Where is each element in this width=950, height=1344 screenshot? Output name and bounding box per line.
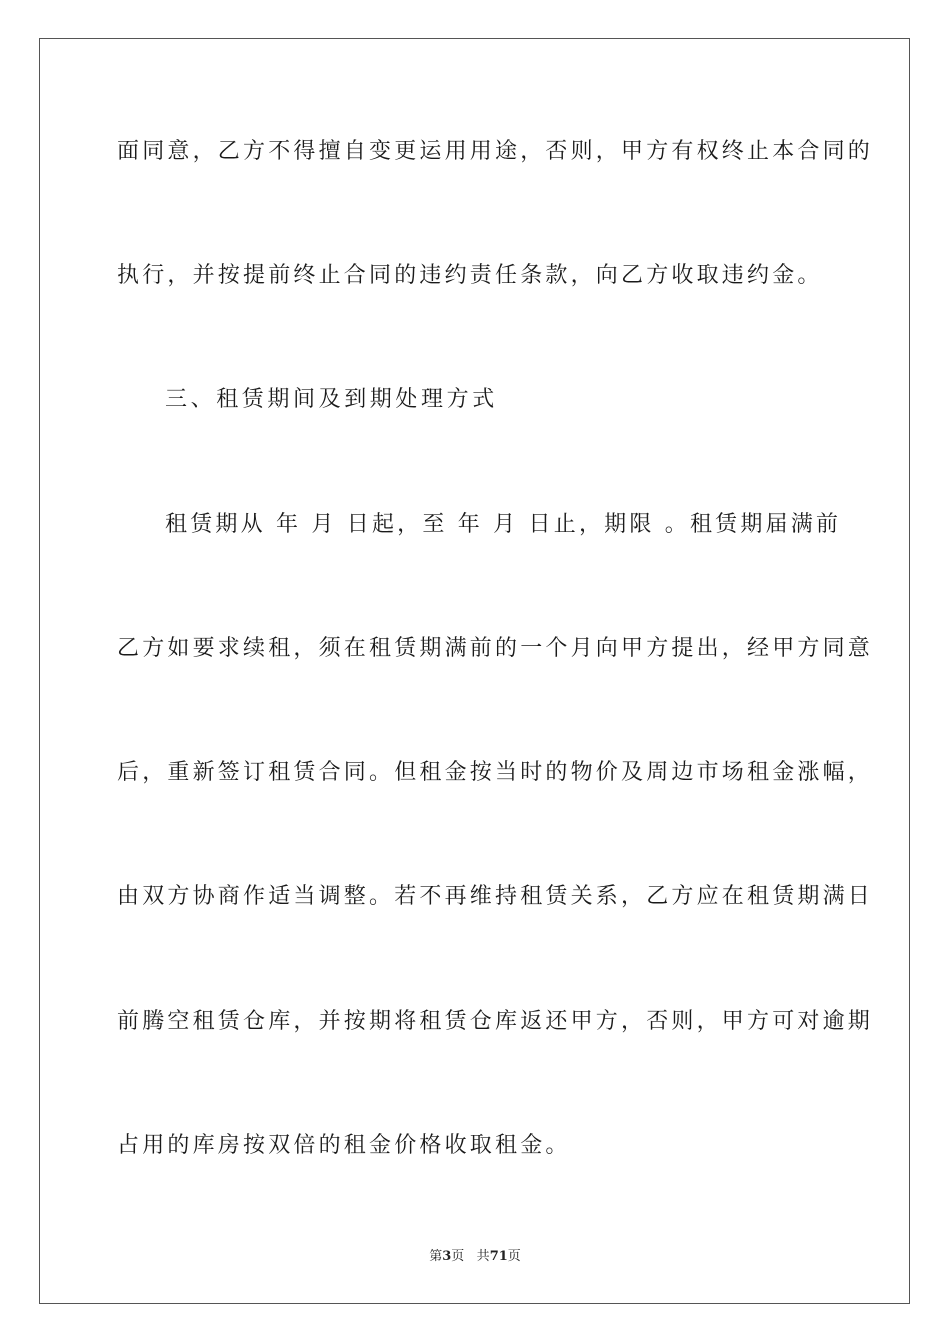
page-prefix: 第 <box>429 1249 443 1264</box>
page-frame <box>39 38 910 1304</box>
body-text-line: 租赁期从 年 月 日起，至 年 月 日止，期限 。租赁期届满前 <box>165 512 842 537</box>
body-text-line: 面同意，乙方不得擅自变更运用用途，否则，甲方有权终止本合同的 <box>117 139 874 164</box>
body-text-line: 由双方协商作适当调整。若不再维持租赁关系，乙方应在租赁期满日 <box>117 884 874 909</box>
page-suffix: 页 <box>451 1249 465 1264</box>
section-heading: 三、租赁期间及到期处理方式 <box>165 387 498 412</box>
body-text-line: 前腾空租赁仓库，并按期将租赁仓库返还甲方，否则，甲方可对逾期 <box>117 1009 874 1034</box>
page-number: 3 <box>442 1249 452 1264</box>
body-text-line: 乙方如要求续租，须在租赁期满前的一个月向甲方提出，经甲方同意 <box>117 636 874 661</box>
body-text-line: 占用的库房按双倍的租金价格收取租金。 <box>117 1133 571 1158</box>
total-pages: 71 <box>489 1249 508 1264</box>
body-text-line: 后，重新签订租赁合同。但租金按当时的物价及周边市场租金涨幅， <box>117 760 874 785</box>
total-suffix: 页 <box>507 1249 521 1264</box>
body-text-line: 执行，并按提前终止合同的违约责任条款，向乙方收取违约金。 <box>117 263 823 288</box>
total-prefix: 共 <box>476 1249 490 1264</box>
page-footer <box>0 1249 950 1265</box>
